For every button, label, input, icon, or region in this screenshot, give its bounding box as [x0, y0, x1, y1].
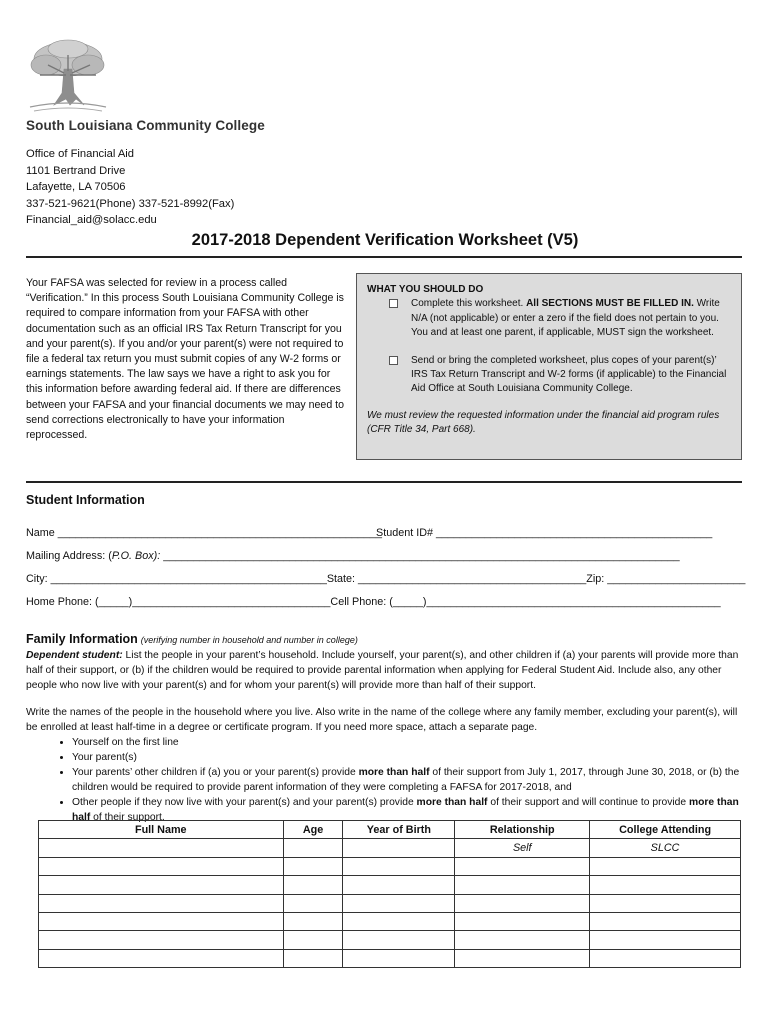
table-cell[interactable] [343, 894, 455, 912]
table-cell[interactable] [343, 931, 455, 949]
table-row [39, 931, 741, 949]
student-divider [26, 481, 742, 483]
table-cell[interactable] [283, 949, 343, 967]
table-cell[interactable] [455, 857, 590, 875]
table-cell[interactable] [590, 894, 741, 912]
table-cell[interactable] [39, 912, 284, 930]
office-street: 1101 Bertrand Drive [26, 164, 126, 177]
table-cell[interactable] [283, 894, 343, 912]
list-item: • Yourself on the first line [72, 735, 742, 750]
office-name: Office of Financial Aid [26, 148, 134, 160]
home-phone-label: Home Phone: (_____)_________________________________Cell Phone: (_____)_________________________________________________ [26, 596, 721, 608]
table-cell[interactable] [283, 931, 343, 949]
office-city-state: Lafayette, LA 70506 [26, 181, 126, 194]
table-row [39, 894, 741, 912]
list-item: • Your parents’ other children if (a) you or your parent(s) provide more than half of their support from July 1, 2017, through June 30, 2018, or (b) the children would be required to provide parent information of they were completing a FAFSA for 2017-2018, and [72, 765, 742, 795]
table-cell[interactable] [39, 894, 284, 912]
table-cell[interactable]: Self [455, 839, 590, 857]
table-cell[interactable] [39, 949, 284, 967]
state-label: State: [326, 573, 356, 585]
list-item: • Your parent(s) [72, 750, 742, 765]
household-table [38, 820, 741, 968]
table-cell[interactable] [343, 949, 455, 967]
col-header-age: Age [283, 821, 343, 839]
student-id-label: Student ID# ______________________________________________ [376, 527, 713, 539]
what-box-heading: WHAT YOU SHOULD DO [367, 284, 484, 295]
table-cell[interactable] [590, 931, 741, 949]
table-cell[interactable]: SLCC [590, 839, 741, 857]
table-cell[interactable] [343, 839, 455, 857]
table-row [39, 857, 741, 875]
office-address [26, 146, 234, 229]
student-info-heading: Student Information [26, 493, 145, 507]
table-row [39, 839, 741, 857]
what-box-note: We must review the requested information under the financial aid program rules (CFR Title 34, Part 668). [367, 409, 720, 436]
table-cell[interactable] [455, 949, 590, 967]
table-row [39, 876, 741, 894]
table-cell[interactable] [39, 876, 284, 894]
table-cell[interactable] [455, 894, 590, 912]
table-row [39, 949, 741, 967]
family-info-subheading: (verifying number in household and number in college) [140, 635, 358, 645]
list-item: • Other people if they now live with your parent(s) and your parent(s) provide more than half of their support and will continue to provide more than half of their support. [72, 795, 742, 825]
table-cell[interactable] [590, 857, 741, 875]
col-header-relationship: Relationship [455, 821, 590, 839]
title-divider [26, 256, 742, 258]
page-title: 2017-2018 Dependent Verification Worksheet (V5) [191, 231, 579, 249]
table-cell[interactable] [343, 857, 455, 875]
table-cell[interactable] [39, 931, 284, 949]
office-phones: 337-521-9621(Phone) 337-521-8992(Fax) [26, 197, 235, 210]
col-header-full-name: Full Name [39, 821, 284, 839]
zip-label: Zip: [586, 573, 605, 585]
intro-paragraph: Your FAFSA was selected for review in a process called “Verification.” In this process South Louisiana Community College is required to compare information from your FAFSA with other documentation such as an official IRS Tax Return Transcript for you and your parent(s). If you and/or your parent(s) were not required to file a federal tax return you must submit copies of any W-2 forms or earnings statements. The law says we have a right to ask you for this information before awarding federal aid. If there are differences between your FAFSA and your financial documents we may need to send corrections electronically to have your information reprocessed. [26, 277, 344, 442]
household-bullet-list [26, 735, 742, 825]
city-label: City: ______________________________________________State: ______________________________________Zip: _______________________ [26, 573, 746, 585]
table-cell[interactable] [283, 857, 343, 875]
name-label: Name ______________________________________________________ [26, 527, 383, 539]
table-cell[interactable] [283, 876, 343, 894]
checkbox-icon [389, 356, 398, 365]
table-cell[interactable] [39, 839, 284, 857]
checkbox-icon [389, 299, 398, 308]
table-cell[interactable] [455, 931, 590, 949]
table-cell[interactable] [455, 912, 590, 930]
what-box-item-1: Complete this worksheet. All SECTIONS MUST BE FILLED IN. Write N/A (not applicable) or enter a zero if the field does not pertain to you. You and at least one parent, if applicable, MUST sign the worksheet. [367, 297, 731, 340]
mailing-address-label: Mailing Address: (P.O. Box): ______________________________________________________________________________________ [26, 550, 680, 562]
table-cell[interactable] [283, 912, 343, 930]
table-cell[interactable] [343, 876, 455, 894]
col-header-college-attending: College Attending [590, 821, 741, 839]
table-row [39, 912, 741, 930]
office-email: Financial_aid@solacc.edu [26, 214, 157, 227]
table-cell[interactable] [590, 949, 741, 967]
table-cell[interactable] [455, 876, 590, 894]
college-name: South Louisiana Community College [26, 118, 265, 133]
what-you-should-do-box [356, 273, 742, 460]
table-cell[interactable] [283, 839, 343, 857]
table-cell[interactable] [590, 876, 741, 894]
cell-phone-label: Cell Phone: ( [330, 596, 393, 608]
what-box-item-2: Send or bring the completed worksheet, plus copes of your parent(s)’ IRS Tax Return Transcript and W-2 forms (if applicable) to the Financial Aid Office at South Louisiana Community College. [367, 354, 731, 397]
table-cell[interactable] [39, 857, 284, 875]
college-logo-tree [26, 35, 110, 115]
dependent-student-paragraph: Dependent student: List the people in your parent’s household. Include yourself, your parent(s), and other children if (a) your parents will provide more than half of their support, or (b) if the children would be required to provide parental information when applying for Federal Student Aid. Include also, any other people who now live with your parent(s) and for whom your parent(s) will provide more than half of their support. [26, 650, 739, 691]
family-info-heading: Family Information [26, 632, 138, 646]
write-names-paragraph: Write the names of the people in the household where you live. Also write in the name of the college where any family member, excluding your parent(s), will be enrolled at least half-time in a degree or certificate program. If you need more space, attach a separate page. [26, 707, 738, 733]
family-information-section [26, 632, 742, 825]
table-header-row [39, 821, 741, 839]
col-header-year-of-birth: Year of Birth [343, 821, 455, 839]
table-cell[interactable] [343, 912, 455, 930]
table-cell[interactable] [590, 912, 741, 930]
